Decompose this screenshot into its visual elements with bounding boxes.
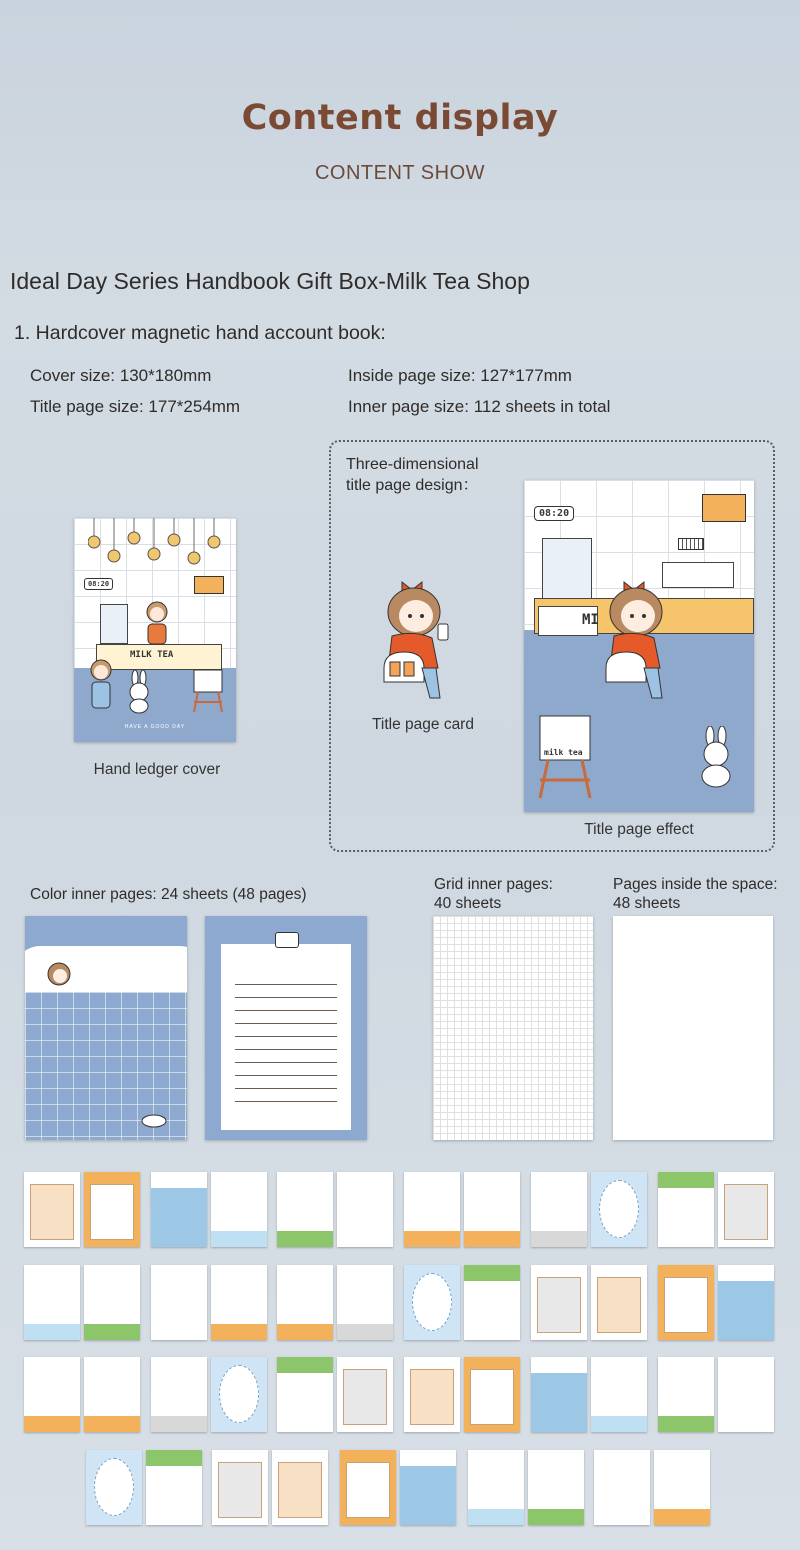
girl-icon bbox=[594, 572, 694, 712]
inner-page-thumbnail bbox=[591, 1172, 647, 1247]
thumbnail-decoration bbox=[658, 1416, 714, 1432]
clip-icon bbox=[275, 932, 299, 948]
inner-page-thumbnail bbox=[464, 1172, 520, 1247]
inner-page-thumbnail bbox=[337, 1265, 393, 1340]
thumbnail-decoration bbox=[464, 1231, 520, 1247]
thumbnail-decoration bbox=[658, 1172, 714, 1188]
inner-page-thumbnail bbox=[591, 1357, 647, 1432]
grid-pages-label bbox=[434, 875, 553, 913]
title-effect-illustration bbox=[524, 480, 754, 812]
thumbnail-decoration bbox=[90, 1184, 134, 1240]
thumbnail-decoration bbox=[404, 1231, 460, 1247]
machine-icon bbox=[100, 604, 128, 644]
cat-icon bbox=[141, 1112, 167, 1128]
space-pages-label-line1: Pages inside the space: bbox=[613, 876, 778, 893]
thumbnail-decoration bbox=[146, 1450, 202, 1466]
title-effect-caption: Title page effect bbox=[584, 821, 694, 838]
thumbnail-decoration bbox=[654, 1509, 710, 1525]
thumbnail-decoration bbox=[151, 1172, 207, 1188]
thumbnail-decoration bbox=[400, 1450, 456, 1466]
inner-page-thumbnail bbox=[718, 1172, 774, 1247]
cup-icons bbox=[702, 494, 746, 522]
inner-page-thumbnail bbox=[464, 1357, 520, 1432]
thumbnail-decoration bbox=[151, 1416, 207, 1432]
inner-page-thumbnail bbox=[84, 1172, 140, 1247]
design-label-line1: Three-dimensional bbox=[346, 456, 479, 473]
inner-page-thumbnail bbox=[84, 1357, 140, 1432]
thumbnail-decoration bbox=[24, 1416, 80, 1432]
inner-page-thumbnail bbox=[211, 1265, 267, 1340]
thumbnail-decoration bbox=[24, 1324, 80, 1340]
thumbnail-decoration bbox=[537, 1277, 581, 1333]
inner-page-thumbnail bbox=[400, 1450, 456, 1525]
rack-icon bbox=[678, 538, 704, 550]
bunny-icon bbox=[126, 670, 152, 714]
cup-icons bbox=[194, 576, 224, 594]
thumbnail-decoration bbox=[84, 1416, 140, 1432]
grid-inner-page bbox=[433, 916, 593, 1140]
thumbnail-decoration bbox=[30, 1184, 74, 1240]
hero-subtitle: CONTENT SHOW bbox=[314, 162, 486, 184]
inner-page-thumbnail bbox=[658, 1265, 714, 1340]
title-card-caption: Title page card bbox=[372, 716, 474, 733]
inner-page-thumbnail bbox=[24, 1357, 80, 1432]
inner-page-thumbnail bbox=[212, 1450, 268, 1525]
thumbnail-decoration bbox=[219, 1365, 259, 1423]
thumbnail-decoration bbox=[412, 1273, 452, 1331]
thumbnail-decoration bbox=[346, 1462, 390, 1518]
inner-page-thumbnail bbox=[86, 1450, 142, 1525]
inner-page-thumbnail bbox=[151, 1172, 207, 1247]
inner-page-thumbnail bbox=[84, 1265, 140, 1340]
inner-page-thumbnail bbox=[404, 1265, 460, 1340]
spec-inner-size: Inner page size: 112 sheets in total bbox=[348, 397, 611, 416]
machine-icon bbox=[542, 538, 592, 600]
thumbnail-decoration bbox=[470, 1369, 514, 1425]
inner-page-thumbnail bbox=[151, 1265, 207, 1340]
inner-page-thumbnail bbox=[658, 1357, 714, 1432]
inner-page-thumbnail bbox=[464, 1265, 520, 1340]
spec-inside-size: Inside page size: 127*177mm bbox=[348, 366, 572, 385]
thumbnail-decoration bbox=[94, 1458, 134, 1516]
inner-page-thumbnail bbox=[24, 1265, 80, 1340]
thumbnail-decoration bbox=[664, 1277, 708, 1333]
inner-page-thumbnail bbox=[337, 1172, 393, 1247]
section-heading: 1. Hardcover magnetic hand account book: bbox=[14, 322, 386, 344]
inner-page-thumbnail bbox=[404, 1172, 460, 1247]
cover-caption: Hand ledger cover bbox=[93, 761, 221, 778]
inner-page-thumbnail bbox=[658, 1172, 714, 1247]
inner-page-thumbnail bbox=[591, 1265, 647, 1340]
inner-page-thumbnail bbox=[531, 1357, 587, 1432]
inner-page-thumbnail bbox=[337, 1357, 393, 1432]
inner-page-thumbnail bbox=[718, 1357, 774, 1432]
thumbnail-decoration bbox=[218, 1462, 262, 1518]
inner-page-thumbnail bbox=[277, 1172, 333, 1247]
blank-inner-page bbox=[613, 916, 773, 1140]
inner-page-thumbnail bbox=[24, 1172, 80, 1247]
inner-page-thumbnail bbox=[654, 1450, 710, 1525]
inner-page-thumbnail bbox=[146, 1450, 202, 1525]
thumbnail-decoration bbox=[591, 1416, 647, 1432]
thumbnail-decoration bbox=[277, 1231, 333, 1247]
inner-page-thumbnail bbox=[277, 1357, 333, 1432]
cover-footer: HAVE A GOOD DAY bbox=[124, 724, 186, 730]
thumbnail-decoration bbox=[84, 1324, 140, 1340]
color-page-clipboard bbox=[205, 916, 367, 1140]
thumbnail-decoration bbox=[531, 1357, 587, 1373]
lined-area bbox=[235, 972, 337, 1102]
inner-page-thumbnail bbox=[531, 1265, 587, 1340]
thumbnail-decoration bbox=[410, 1369, 454, 1425]
inner-page-thumbnail bbox=[211, 1172, 267, 1247]
thumbnail-decoration bbox=[277, 1324, 333, 1340]
inner-page-thumbnail bbox=[272, 1450, 328, 1525]
thumbnail-decoration bbox=[464, 1265, 520, 1281]
thumbnail-decoration bbox=[597, 1277, 641, 1333]
easel-icon bbox=[190, 666, 226, 712]
grid-pages-label-line1: Grid inner pages: bbox=[434, 876, 553, 893]
thumbnail-decoration bbox=[337, 1324, 393, 1340]
thumbnail-decoration bbox=[724, 1184, 768, 1240]
inner-page-thumbnail bbox=[340, 1450, 396, 1525]
inner-page-thumbnail bbox=[211, 1357, 267, 1432]
spec-cover-size: Cover size: 130*180mm bbox=[30, 366, 212, 385]
easel-text: milk tea bbox=[544, 748, 583, 757]
thumbnail-decoration bbox=[531, 1231, 587, 1247]
cover-sign: MILK TEA bbox=[130, 650, 174, 660]
design-label-line2: title page design： bbox=[346, 477, 479, 494]
thumbnail-decoration bbox=[211, 1324, 267, 1340]
thumbnail-decoration bbox=[277, 1357, 333, 1373]
girl-icon bbox=[45, 960, 85, 990]
girl-icon bbox=[142, 600, 172, 646]
inner-page-thumbnail bbox=[528, 1450, 584, 1525]
title-card-illustration bbox=[372, 572, 472, 712]
bunny-icon bbox=[696, 726, 736, 788]
effect-clock: 08:20 bbox=[534, 506, 574, 521]
inner-page-thumbnail bbox=[404, 1357, 460, 1432]
inner-page-thumbnail bbox=[468, 1450, 524, 1525]
design-label bbox=[346, 454, 479, 496]
thumbnail-decoration bbox=[343, 1369, 387, 1425]
thumbnail-decoration bbox=[599, 1180, 639, 1238]
inner-page-thumbnail bbox=[594, 1450, 650, 1525]
space-pages-label bbox=[613, 875, 778, 913]
series-title: Ideal Day Series Handbook Gift Box-Milk Tea Shop bbox=[10, 268, 530, 294]
thumbnail-decoration bbox=[718, 1265, 774, 1281]
thumbnail-decoration bbox=[468, 1509, 524, 1525]
lamp-icons bbox=[88, 518, 222, 578]
grid-pages-label-line2: 40 sheets bbox=[434, 895, 502, 912]
spec-title-size: Title page size: 177*254mm bbox=[30, 397, 241, 416]
inner-page-thumbnail bbox=[151, 1357, 207, 1432]
space-pages-label-line2: 48 sheets bbox=[613, 895, 681, 912]
color-pages-label: Color inner pages: 24 sheets (48 pages) bbox=[30, 886, 307, 903]
effect-sign: MI bbox=[582, 612, 599, 628]
cover-clock: 08:20 bbox=[84, 578, 113, 590]
cover-illustration bbox=[74, 518, 236, 742]
thumbnail-decoration bbox=[528, 1509, 584, 1525]
girl-icon-2 bbox=[86, 658, 116, 714]
thumbnail-decoration bbox=[211, 1231, 267, 1247]
thumbnail-decoration bbox=[278, 1462, 322, 1518]
inner-page-thumbnail bbox=[531, 1172, 587, 1247]
inner-page-thumbnail bbox=[277, 1265, 333, 1340]
hero-title: Content display bbox=[241, 98, 559, 138]
color-page-sky bbox=[25, 916, 187, 1140]
inner-page-thumbnail bbox=[718, 1265, 774, 1340]
